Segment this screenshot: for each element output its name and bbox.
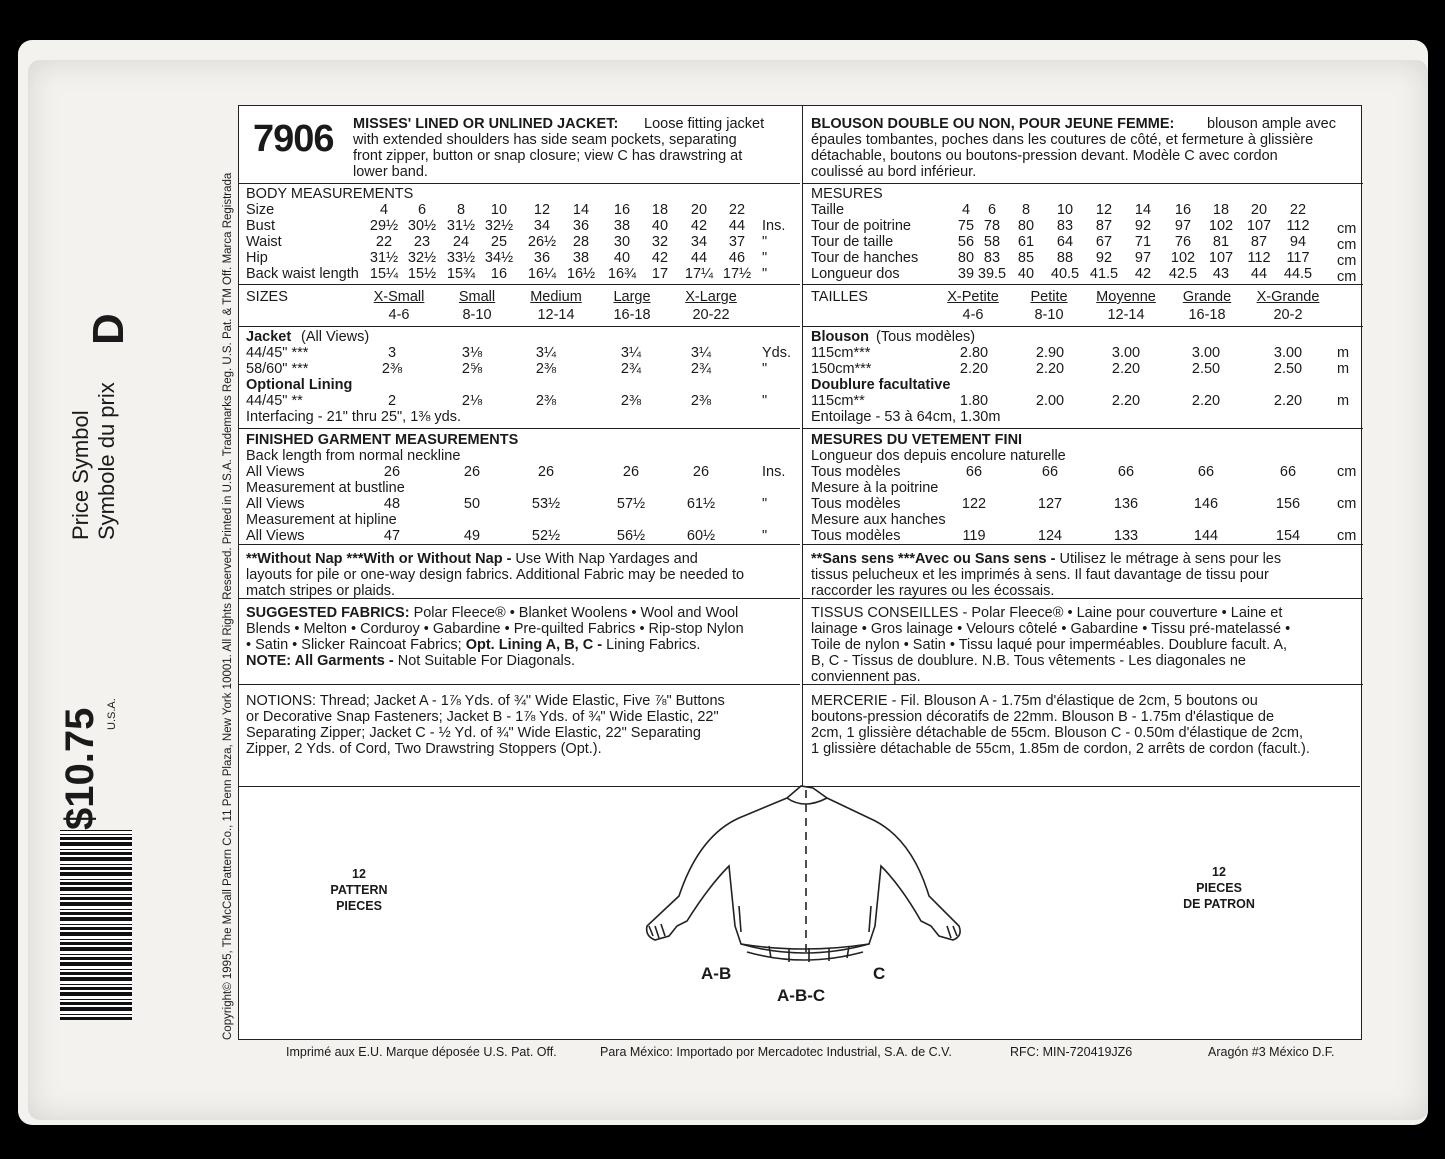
en-row-value: 20 — [690, 202, 708, 218]
price-symbol-label: Price Symbol — [68, 410, 93, 540]
en-row-value: 44 — [690, 250, 708, 266]
fr-row-value: 41.5 — [1089, 266, 1119, 282]
fr-row-unit: cm — [1337, 237, 1357, 253]
en-yard-value: 2¾ — [690, 361, 712, 377]
pattern-number: 7906 — [253, 118, 334, 160]
fr-row-value: 22 — [1289, 202, 1307, 218]
en-yard-label: 44/45" *** — [246, 345, 309, 361]
en-fabrics-2: • Satin • Slicker Raincoat Fabrics; Opt. Lining A, B, C - Lining Fabrics. — [246, 637, 701, 653]
en-pieces-label: PATTERN — [330, 883, 388, 897]
fr-row-label: Tour de taille — [811, 234, 894, 250]
fr-row-value: 112 — [1247, 250, 1271, 266]
fr-fin-value: 156 — [1275, 496, 1301, 512]
en-row-value: 32½ — [484, 218, 514, 234]
en-fabrics-0: SUGGESTED FABRICS: Polar Fleece® • Blanket Woolens • Wool and Wool — [246, 605, 739, 621]
fr-pieces-count: 12 — [1212, 865, 1226, 879]
en-row-value: 38 — [613, 218, 631, 234]
view-label-abc: A-B-C — [777, 986, 826, 1005]
en-lining-value: 2⅜ — [620, 393, 642, 409]
en-size-name: Medium — [530, 289, 582, 305]
en-desc-2: front zipper, button or snap closure; view C has drawstring at — [353, 148, 743, 164]
fr-size-range: 20-2 — [1273, 307, 1303, 323]
fr-row-value: 97 — [1174, 218, 1192, 234]
en-row-value: 40 — [613, 250, 631, 266]
fr-fin-value: 144 — [1193, 528, 1219, 544]
fr-yard-value: 3.00 — [1111, 345, 1141, 361]
fr-lining-value: 2.00 — [1035, 393, 1065, 409]
fr-row-value: 92 — [1134, 218, 1152, 234]
fr-size-range: 8-10 — [1034, 307, 1064, 323]
fr-size-range: 16-18 — [1188, 307, 1226, 323]
fr-row-value: 67 — [1095, 234, 1113, 250]
en-fin-value: 57½ — [616, 496, 646, 512]
en-row-label: Bust — [246, 218, 276, 234]
fr-fin-label: Tous modèles — [811, 528, 901, 544]
copyright-text: Copyright© 1995, The McCall Pattern Co., 11 Penn Plaza, New York 10001. All Rights Reserved. Printed in U.S.A. Trademarks Reg. U.S. Pat. & TM Off. Marca Registrada — [222, 172, 234, 1040]
en-row-value: 33½ — [446, 250, 476, 266]
en-row-value: 24 — [452, 234, 470, 250]
en-yard-value: 2⅜ — [381, 361, 403, 377]
jacket-back-illustration — [629, 776, 989, 986]
fr-size-name: Grande — [1182, 289, 1232, 305]
fr-yard-value: 2.20 — [1111, 361, 1141, 377]
fr-fin-label: Tous modèles — [811, 464, 901, 480]
en-interfacing: Interfacing - 21" thru 25", 1⅜ yds. — [246, 409, 462, 425]
fr-nap-0: **Sans sens ***Avec ou Sans sens - Utilisez le métrage à sens pour les — [811, 551, 1282, 567]
fr-row-value: 40.5 — [1050, 266, 1080, 282]
en-size-name: Large — [613, 289, 651, 305]
fr-row-value: 102 — [1170, 250, 1196, 266]
fr-lining-value: 2.20 — [1273, 393, 1303, 409]
en-row-value: 4 — [379, 202, 389, 218]
en-row-label: Hip — [246, 250, 268, 266]
fr-jacket-heading: Blouson — [811, 329, 869, 345]
fr-row-value: 94 — [1289, 234, 1307, 250]
en-notions-2: Separating Zipper; Jacket C - ½ Yd. of ¾" Wide Elastic, 22" Separating — [246, 725, 701, 741]
fr-row-value: 83 — [983, 250, 1001, 266]
en-row-value: 17¼ — [684, 266, 714, 282]
en-row-value: 42 — [690, 218, 708, 234]
en-desc-0: Loose fitting jacket — [644, 116, 765, 132]
fr-row-value: 64 — [1056, 234, 1074, 250]
fr-fin-label: Tous modèles — [811, 496, 901, 512]
fr-notions-2: 2cm, 1 glissière détachable de 55cm. Blouson C - 0.50m d'élastique de 2cm, — [811, 725, 1304, 741]
fr-nap-1: tissus pelucheux et les imprimés à sens. Il faut davantage de tissu pour — [811, 567, 1269, 583]
en-row-value: 32 — [651, 234, 669, 250]
en-row-value: 34 — [690, 234, 708, 250]
fr-row-value: 43 — [1212, 266, 1230, 282]
fr-row-value: 117 — [1286, 250, 1310, 266]
en-row-value: 16 — [613, 202, 631, 218]
en-yard-value: 3¼ — [690, 345, 712, 361]
en-row-value: 8 — [456, 202, 466, 218]
fr-row-value: 92 — [1095, 250, 1113, 266]
fr-row-value: 14 — [1134, 202, 1152, 218]
fr-row-value: 83 — [1056, 218, 1074, 234]
en-row-unit: Ins. — [762, 218, 786, 234]
en-lining-unit: " — [762, 393, 768, 409]
fr-row-value: 10 — [1056, 202, 1074, 218]
en-row-value: 16¼ — [527, 266, 557, 282]
fr-row-label: Taille — [811, 202, 845, 218]
fr-row-value: 87 — [1250, 234, 1268, 250]
fr-pieces-label2: DE PATRON — [1183, 897, 1255, 911]
fr-fin-sub: Longueur dos depuis encolure naturelle — [811, 448, 1066, 464]
en-fin-label: All Views — [246, 496, 305, 512]
en-row-value: 6 — [417, 202, 427, 218]
fr-row-value: 39.5 — [977, 266, 1007, 282]
fr-row-value: 112 — [1286, 218, 1310, 234]
en-desc-1: with extended shoulders has side seam pockets, separating — [353, 132, 737, 148]
fr-row-value: 16 — [1174, 202, 1192, 218]
fr-yard-label: 150cm*** — [811, 361, 872, 377]
fr-row-value: 4 — [961, 202, 971, 218]
fr-row-value: 20 — [1250, 202, 1268, 218]
en-fin-value: 26 — [383, 464, 401, 480]
fr-desc-3: coulissé au bord inférieur. — [811, 164, 977, 180]
fr-row-unit: cm — [1337, 269, 1357, 285]
fr-row-value: 40 — [1017, 266, 1035, 282]
fr-nap-2: raccorder les rayures ou les écossais. — [811, 583, 1055, 599]
fr-yard-value: 2.50 — [1191, 361, 1221, 377]
en-lining-value: 2⅜ — [535, 393, 557, 409]
en-row-value: 34½ — [484, 250, 514, 266]
fr-row-unit: cm — [1337, 253, 1357, 269]
en-row-value: 22 — [728, 202, 746, 218]
en-row-value: 14 — [572, 202, 590, 218]
fr-fabrics-3: B, C - Tissus de doublure. N.B. Tous vêtements - Les diagonales ne — [811, 653, 1246, 669]
fr-fin-value: 66 — [1117, 464, 1135, 480]
fr-size-name: X-Petite — [947, 289, 999, 305]
fr-row-value: 42 — [1134, 266, 1152, 282]
en-row-value: 42 — [651, 250, 669, 266]
fr-lining-value: 2.20 — [1191, 393, 1221, 409]
fr-fin-unit: cm — [1337, 464, 1357, 480]
en-lining-value: 2 — [387, 393, 397, 409]
fr-row-value: 44 — [1250, 266, 1268, 282]
en-note: NOTE: All Garments - Not Suitable For Diagonals. — [246, 653, 576, 669]
en-row-value: 22 — [375, 234, 393, 250]
en-row-value: 26½ — [527, 234, 557, 250]
fr-row-value: 85 — [1017, 250, 1035, 266]
fr-fin-value: 66 — [1279, 464, 1297, 480]
fr-size-name: X-Grande — [1256, 289, 1320, 305]
fr-fin-value: 154 — [1275, 528, 1301, 544]
price-label: $10.75 — [58, 707, 102, 830]
usa-label: U.S.A. — [106, 698, 118, 730]
price-letter: D — [84, 313, 133, 345]
fr-fabrics-2: Toile de nylon • Satin • Tissu laqué pour imperméables. Doublure facult. A, — [811, 637, 1288, 653]
fr-size-name: Petite — [1030, 289, 1068, 305]
en-pieces-label2: PIECES — [336, 899, 382, 913]
en-pieces-count: 12 — [352, 867, 366, 881]
fr-lining-value: 1.80 — [959, 393, 989, 409]
en-size-range: 16-18 — [613, 307, 651, 323]
en-size-name: Small — [458, 289, 496, 305]
en-row-unit: " — [762, 250, 768, 266]
en-row-value: 16¾ — [607, 266, 637, 282]
en-row-unit: " — [762, 266, 768, 282]
fr-yard-value: 3.00 — [1191, 345, 1221, 361]
en-row-label: Size — [246, 202, 275, 218]
fr-fin-value: 146 — [1193, 496, 1219, 512]
fr-notions-0: MERCERIE - Fil. Blouson A - 1.75m d'élastique de 2cm, 5 boutons ou — [811, 693, 1258, 709]
info-sheet — [238, 105, 1362, 1040]
en-sizes-label: SIZES — [246, 289, 288, 305]
en-row-value: 31½ — [369, 250, 399, 266]
fr-lining-unit: m — [1337, 393, 1350, 409]
en-row-value: 16½ — [566, 266, 596, 282]
en-fin-unit: " — [762, 496, 768, 512]
en-notions-3: Zipper, 2 Yds. of Cord, Two Drawstring Stoppers (Opt.). — [246, 741, 602, 757]
fr-row-value: 12 — [1095, 202, 1113, 218]
en-row-value: 37 — [728, 234, 746, 250]
en-nap-1: layouts for pile or one-way design fabrics. Additional Fabric may be needed to — [246, 567, 745, 583]
en-size-name: X-Small — [373, 289, 425, 305]
en-lining-value: 2⅛ — [461, 393, 483, 409]
fr-yard-label: 115cm*** — [811, 345, 871, 361]
footer-import: Para México: Importado por Mercadotec Industrial, S.A. de C.V. — [600, 1045, 952, 1059]
fr-finished-heading: MESURES DU VETEMENT FINI — [811, 432, 1023, 448]
fr-row-value: 102 — [1208, 218, 1234, 234]
footer-address: Aragón #3 México D.F. — [1208, 1045, 1335, 1059]
fr-fin-value: 133 — [1113, 528, 1139, 544]
en-row-value: 10 — [490, 202, 508, 218]
fr-fin-value: 122 — [961, 496, 987, 512]
fr-row-label: Longueur dos — [811, 266, 900, 282]
fr-fin-value: 127 — [1037, 496, 1063, 512]
en-row-value: 30½ — [407, 218, 437, 234]
en-fin-unit: " — [762, 528, 768, 544]
fr-lining-heading: Doublure facultative — [811, 377, 951, 393]
en-yard-unit: " — [762, 361, 768, 377]
fr-desc-0: blouson ample avec — [1207, 116, 1336, 132]
fr-row-value: 6 — [987, 202, 997, 218]
footer-rfc: RFC: MIN-720419JZ6 — [1010, 1045, 1133, 1059]
fr-yard-value: 2.20 — [1035, 361, 1065, 377]
en-desc-3: lower band. — [353, 164, 428, 180]
fr-row-value: 107 — [1246, 218, 1272, 234]
en-row-value: 32½ — [407, 250, 437, 266]
en-fin-unit: Ins. — [762, 464, 786, 480]
fr-yard-value: 2.80 — [959, 345, 989, 361]
fr-fin-unit: cm — [1337, 528, 1357, 544]
en-size-name: X-Large — [685, 289, 737, 305]
en-row-value: 34 — [533, 218, 551, 234]
en-row-label: Waist — [246, 234, 282, 250]
en-yard-value: 2¾ — [620, 361, 642, 377]
fr-size-range: 4-6 — [962, 307, 984, 323]
fr-lining-value: 2.20 — [1111, 393, 1141, 409]
fr-row-value: 18 — [1212, 202, 1230, 218]
en-fin-value: 49 — [463, 528, 481, 544]
en-fin-value: 26 — [463, 464, 481, 480]
en-row-value: 18 — [651, 202, 669, 218]
symbole-du-prix-label: Symbole du prix — [94, 382, 119, 540]
en-fin-value: 60½ — [686, 528, 716, 544]
en-yard-value: 3 — [387, 345, 397, 361]
fr-yard-value: 2.90 — [1035, 345, 1065, 361]
en-row-label: Back waist length — [246, 266, 359, 282]
en-yard-value: 3¼ — [535, 345, 557, 361]
fr-yard-value: 3.00 — [1273, 345, 1303, 361]
en-body-measurements-heading: BODY MEASUREMENTS — [246, 186, 414, 202]
en-size-range: 8-10 — [462, 307, 492, 323]
fr-interfacing: Entoilage - 53 à 64cm, 1.30m — [811, 409, 1001, 425]
fr-row-value: 39 — [957, 266, 975, 282]
fr-row-value: 56 — [957, 234, 975, 250]
fr-size-name: Moyenne — [1096, 289, 1156, 305]
fr-fin-value: 66 — [965, 464, 983, 480]
en-size-range: 4-6 — [388, 307, 410, 323]
fr-desc-2: détachable, boutons ou boutons-pression devant. Modèle C avec cordon — [811, 148, 1278, 164]
en-fin-label: All Views — [246, 528, 305, 544]
en-row-value: 15½ — [407, 266, 437, 282]
fr-row-value: 71 — [1134, 234, 1152, 250]
fr-row-value: 107 — [1208, 250, 1234, 266]
en-lining-label: 44/45" ** — [246, 393, 303, 409]
fr-fin-sub: Mesure aux hanches — [811, 512, 946, 528]
fr-row-value: 75 — [957, 218, 975, 234]
en-fin-value: 48 — [383, 496, 401, 512]
en-row-value: 12 — [533, 202, 551, 218]
en-yard-unit: Yds. — [762, 345, 792, 361]
en-jacket-sub: (All Views) — [301, 329, 370, 345]
en-fin-label: All Views — [246, 464, 305, 480]
en-fabrics-1: Blends • Melton • Corduroy • Gabardine • Pre-quilted Fabrics • Rip-stop Nylon — [246, 621, 744, 637]
fr-pieces-label: PIECES — [1196, 881, 1242, 895]
en-finished-heading: FINISHED GARMENT MEASUREMENTS — [246, 432, 519, 448]
en-row-value: 16 — [490, 266, 508, 282]
en-fin-value: 26 — [537, 464, 555, 480]
en-row-value: 44 — [728, 218, 746, 234]
fr-fabrics-1: lainage • Gros lainage • Velours côtelé • Gabardine • Tissu pré-matelassé • — [811, 621, 1291, 637]
en-yard-value: 2⅜ — [535, 361, 557, 377]
en-fin-value: 26 — [622, 464, 640, 480]
en-lining-heading: Optional Lining — [246, 377, 353, 393]
en-title: MISSES' LINED OR UNLINED JACKET: — [353, 116, 619, 132]
en-row-value: 31½ — [446, 218, 476, 234]
fr-row-value: 42.5 — [1168, 266, 1198, 282]
en-row-value: 38 — [572, 250, 590, 266]
fr-row-value: 87 — [1095, 218, 1113, 234]
en-fin-value: 56½ — [616, 528, 646, 544]
en-fin-value: 52½ — [531, 528, 561, 544]
en-row-value: 40 — [651, 218, 669, 234]
fr-fin-unit: cm — [1337, 496, 1357, 512]
en-size-range: 12-14 — [537, 307, 575, 323]
fr-row-value: 97 — [1134, 250, 1152, 266]
fr-row-value: 81 — [1212, 234, 1230, 250]
fr-notions-3: 1 glissière détachable de 55cm, 1.85m de cordon, 2 arrêts de cordon (facult.). — [811, 741, 1310, 757]
en-nap-0: **Without Nap ***With or Without Nap - Use With Nap Yardages and — [246, 551, 698, 567]
en-row-unit: " — [762, 234, 768, 250]
en-row-value: 46 — [728, 250, 746, 266]
fr-row-value: 61 — [1017, 234, 1035, 250]
en-yard-value: 2⅝ — [461, 361, 483, 377]
en-row-value: 25 — [490, 234, 508, 250]
en-row-value: 15¼ — [369, 266, 399, 282]
en-row-value: 17½ — [722, 266, 752, 282]
fr-row-value: 80 — [957, 250, 975, 266]
fr-title: BLOUSON DOUBLE OU NON, POUR JEUNE FEMME: — [811, 116, 1175, 132]
fr-row-value: 88 — [1056, 250, 1074, 266]
fr-row-label: Tour de hanches — [811, 250, 919, 266]
en-fin-sub: Measurement at hipline — [246, 512, 397, 528]
en-row-value: 23 — [413, 234, 431, 250]
fr-fin-value: 124 — [1037, 528, 1063, 544]
en-row-value: 17 — [651, 266, 669, 282]
en-fin-value: 47 — [383, 528, 401, 544]
en-fin-sub: Back length from normal neckline — [246, 448, 461, 464]
en-fin-value: 26 — [692, 464, 710, 480]
fr-fin-value: 119 — [962, 528, 986, 544]
en-fin-value: 61½ — [686, 496, 716, 512]
en-fin-value: 53½ — [531, 496, 561, 512]
fr-body-measurements-heading: MESURES — [811, 186, 883, 202]
en-fin-sub: Measurement at bustline — [246, 480, 405, 496]
en-yard-value: 3⅛ — [461, 345, 483, 361]
fr-yard-unit: m — [1337, 345, 1350, 361]
fr-row-value: 8 — [1021, 202, 1031, 218]
fr-desc-1: épaules tombantes, poches dans les coutures de côté, et fermeture à glissière — [811, 132, 1314, 148]
en-row-value: 29½ — [369, 218, 399, 234]
en-nap-2: match stripes or plaids. — [246, 583, 396, 599]
en-yard-label: 58/60" *** — [246, 361, 309, 377]
barcode — [60, 830, 132, 1020]
fr-lining-label: 115cm** — [811, 393, 865, 409]
fr-fabrics-4: conviennent pas. — [811, 669, 921, 685]
en-lining-value: 2⅜ — [690, 393, 712, 409]
fr-row-label: Tour de poitrine — [811, 218, 911, 234]
en-size-range: 20-22 — [692, 307, 730, 323]
en-notions-1: or Decorative Snap Fasteners; Jacket B - 1⅞ Yds. of ¾" Wide Elastic, 22" — [246, 709, 719, 725]
en-yard-value: 3¼ — [620, 345, 642, 361]
view-label-c: C — [873, 964, 886, 983]
view-label-ab: A-B — [701, 964, 732, 983]
fr-size-range: 12-14 — [1107, 307, 1145, 323]
en-notions-0: NOTIONS: Thread; Jacket A - 1⅞ Yds. of ¾" Wide Elastic, Five ⅞" Buttons — [246, 693, 725, 709]
fr-fin-value: 66 — [1041, 464, 1059, 480]
fr-fin-value: 136 — [1113, 496, 1139, 512]
fr-sizes-label: TAILLES — [811, 289, 868, 305]
en-row-value: 28 — [572, 234, 590, 250]
fr-fin-sub: Mesure à la poitrine — [811, 480, 939, 496]
fr-row-value: 78 — [983, 218, 1001, 234]
fr-yard-unit: m — [1337, 361, 1350, 377]
fr-row-value: 44.5 — [1283, 266, 1313, 282]
fr-yard-value: 2.20 — [959, 361, 989, 377]
fr-row-unit: cm — [1337, 221, 1357, 237]
footer-trademark: Imprimé aux E.U. Marque déposée U.S. Pat. Off. — [286, 1045, 557, 1059]
fr-notions-1: boutons-pression décoratifs de 22mm. Blouson B - 1.75m d'élastique de — [811, 709, 1275, 725]
en-jacket-heading: Jacket — [246, 329, 292, 345]
fr-fin-value: 66 — [1197, 464, 1215, 480]
fr-yard-value: 2.50 — [1273, 361, 1303, 377]
en-row-value: 15¾ — [446, 266, 476, 282]
fr-jacket-sub: (Tous modèles) — [876, 329, 976, 345]
fr-row-value: 76 — [1174, 234, 1192, 250]
en-row-value: 36 — [572, 218, 590, 234]
fr-row-value: 80 — [1017, 218, 1035, 234]
en-fin-value: 50 — [463, 496, 481, 512]
en-row-value: 30 — [613, 234, 631, 250]
fr-fabrics-0: TISSUS CONSEILLES - Polar Fleece® • Laine pour couverture • Laine et — [811, 605, 1283, 621]
fr-row-value: 58 — [983, 234, 1001, 250]
en-row-value: 36 — [533, 250, 551, 266]
